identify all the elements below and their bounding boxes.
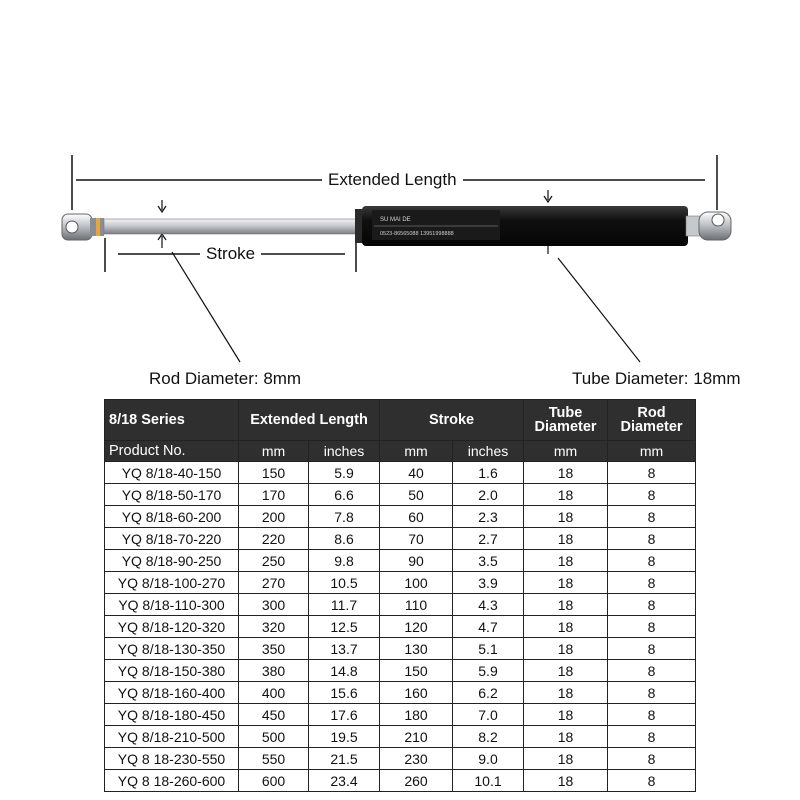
rod-diameter-cell: 8 — [608, 484, 696, 506]
table-header-row — [105, 400, 696, 441]
rod-diameter-callout: Rod Diameter: 8mm — [149, 369, 302, 388]
table-row — [105, 682, 696, 704]
rod-diameter-header-line1: Rod — [637, 404, 666, 421]
stroke-inches-cell: 10.1 — [453, 770, 524, 792]
stroke-inches-cell: 5.1 — [453, 638, 524, 660]
extended-mm-cell: 300 — [239, 594, 309, 616]
rod-diameter-header — [608, 400, 696, 441]
tube-diameter-header — [524, 400, 608, 441]
product-no-cell: YQ 8/18-150-380 — [105, 660, 239, 682]
product-no-cell: YQ 8/18-130-350 — [105, 638, 239, 660]
table-subheader-row — [105, 441, 696, 462]
stroke-header: Stroke — [380, 400, 524, 441]
ext-inches-header: inches — [309, 441, 380, 462]
product-no-header: Product No. — [105, 441, 239, 462]
product-no-cell: YQ 8/18-60-200 — [105, 506, 239, 528]
extended-inches-cell: 7.8 — [309, 506, 380, 528]
extended-length-header: Extended Length — [239, 400, 380, 441]
extended-mm-cell: 270 — [239, 572, 309, 594]
tube-print-line-1: SU MAI DE — [380, 217, 411, 223]
extended-mm-cell: 220 — [239, 528, 309, 550]
rod-diameter-top-arrow — [158, 200, 166, 212]
spec-table — [104, 399, 696, 792]
table-row — [105, 506, 696, 528]
stroke-inches-cell: 7.0 — [453, 704, 524, 726]
stroke-inches-cell: 3.9 — [453, 572, 524, 594]
tube-diameter-header-line2: Diameter — [534, 419, 597, 435]
extended-inches-cell: 5.9 — [309, 462, 380, 484]
rod-mm-header: mm — [608, 441, 696, 462]
extended-mm-cell: 250 — [239, 550, 309, 572]
extended-inches-cell: 12.5 — [309, 616, 380, 638]
series-header: 8/18 Series — [105, 400, 239, 441]
extended-mm-cell: 450 — [239, 704, 309, 726]
tube-diameter-cell: 18 — [524, 748, 608, 770]
rod-diameter-cell: 8 — [608, 572, 696, 594]
stroke-inches-cell: 1.6 — [453, 462, 524, 484]
extended-length-label: Extended Length — [322, 170, 463, 190]
tube-diameter-cell: 18 — [524, 528, 608, 550]
tube-diameter-cell: 18 — [524, 616, 608, 638]
extended-inches-cell: 6.6 — [309, 484, 380, 506]
tube-diameter-cell: 18 — [524, 506, 608, 528]
table-row — [105, 704, 696, 726]
tube-collar — [355, 209, 363, 243]
product-no-cell: YQ 8/18-110-300 — [105, 594, 239, 616]
stroke-mm-cell: 180 — [380, 704, 453, 726]
extended-inches-cell: 15.6 — [309, 682, 380, 704]
tube-diameter-callout: Tube Diameter: 18mm — [572, 369, 741, 388]
extended-mm-cell: 500 — [239, 726, 309, 748]
stroke-mm-cell: 110 — [380, 594, 453, 616]
product-no-cell: YQ 8/18-160-400 — [105, 682, 239, 704]
extended-inches-cell: 19.5 — [309, 726, 380, 748]
tube-diameter-cell: 18 — [524, 550, 608, 572]
stroke-inches-header: inches — [453, 441, 524, 462]
tube-label-print — [372, 210, 500, 240]
stroke-mm-cell: 60 — [380, 506, 453, 528]
rod-diameter-bottom-arrow — [158, 234, 166, 248]
tube-print-line-2: 0523-86565088 13951998888 — [380, 231, 454, 237]
extended-mm-cell: 200 — [239, 506, 309, 528]
stroke-inches-cell: 4.7 — [453, 616, 524, 638]
extended-mm-cell: 380 — [239, 660, 309, 682]
stroke-inches-cell: 4.3 — [453, 594, 524, 616]
table-row — [105, 770, 696, 792]
product-no-cell: YQ 8 18-260-600 — [105, 770, 239, 792]
piston-rod — [104, 219, 360, 234]
product-no-cell: YQ 8/18-50-170 — [105, 484, 239, 506]
extended-inches-cell: 23.4 — [309, 770, 380, 792]
stroke-inches-cell: 9.0 — [453, 748, 524, 770]
rod-diameter-cell: 8 — [608, 528, 696, 550]
stroke-inches-cell: 2.7 — [453, 528, 524, 550]
stroke-inches-cell: 6.2 — [453, 682, 524, 704]
product-no-cell: YQ 8 18-230-550 — [105, 748, 239, 770]
extended-mm-cell: 320 — [239, 616, 309, 638]
extended-inches-cell: 13.7 — [309, 638, 380, 660]
stroke-mm-cell: 230 — [380, 748, 453, 770]
product-no-cell: YQ 8/18-70-220 — [105, 528, 239, 550]
product-no-cell: YQ 8/18-180-450 — [105, 704, 239, 726]
tube-diameter-header-line1: Tube — [548, 404, 583, 421]
rod-diameter-cell: 8 — [608, 704, 696, 726]
rod-diameter-cell: 8 — [608, 770, 696, 792]
stroke-inches-cell: 3.5 — [453, 550, 524, 572]
table-row — [105, 616, 696, 638]
extended-inches-cell: 10.5 — [309, 572, 380, 594]
table-row — [105, 528, 696, 550]
stroke-mm-cell: 130 — [380, 638, 453, 660]
product-no-cell: YQ 8/18-100-270 — [105, 572, 239, 594]
tube-diameter-cell: 18 — [524, 594, 608, 616]
rod-diameter-cell: 8 — [608, 506, 696, 528]
table-row — [105, 594, 696, 616]
table-row — [105, 484, 696, 506]
extended-inches-cell: 14.8 — [309, 660, 380, 682]
extended-mm-cell: 150 — [239, 462, 309, 484]
stroke-inches-cell: 8.2 — [453, 726, 524, 748]
left-eyelet-fitting — [62, 214, 104, 240]
tube-diameter-cell: 18 — [524, 462, 608, 484]
table-row — [105, 660, 696, 682]
rod-diameter-cell: 8 — [608, 682, 696, 704]
rod-diameter-cell: 8 — [608, 616, 696, 638]
stroke-mm-cell: 40 — [380, 462, 453, 484]
table-row — [105, 462, 696, 484]
stroke-mm-cell: 90 — [380, 550, 453, 572]
tube-mm-header: mm — [524, 441, 608, 462]
table-row — [105, 726, 696, 748]
rod-diameter-cell: 8 — [608, 726, 696, 748]
spec-table-body — [105, 462, 696, 792]
extended-inches-cell: 9.8 — [309, 550, 380, 572]
tube-diameter-cell: 18 — [524, 638, 608, 660]
rod-diameter-cell: 8 — [608, 660, 696, 682]
extended-mm-cell: 600 — [239, 770, 309, 792]
tube-diameter-cell: 18 — [524, 572, 608, 594]
extended-inches-cell: 11.7 — [309, 594, 380, 616]
stroke-mm-cell: 260 — [380, 770, 453, 792]
table-row — [105, 572, 696, 594]
product-no-cell: YQ 8/18-90-250 — [105, 550, 239, 572]
extended-inches-cell: 17.6 — [309, 704, 380, 726]
right-eyelet-fitting — [686, 212, 731, 240]
extended-inches-cell: 21.5 — [309, 748, 380, 770]
table-row — [105, 638, 696, 660]
ext-mm-header: mm — [239, 441, 309, 462]
extended-mm-cell: 400 — [239, 682, 309, 704]
tube-callout-leader — [558, 258, 640, 362]
stroke-mm-cell: 210 — [380, 726, 453, 748]
tube-diameter-cell: 18 — [524, 484, 608, 506]
rod-diameter-cell: 8 — [608, 462, 696, 484]
rod-diameter-header-line2: Diameter — [620, 419, 683, 435]
tube-diameter-cell: 18 — [524, 770, 608, 792]
extended-mm-cell: 350 — [239, 638, 309, 660]
product-no-cell: YQ 8/18-210-500 — [105, 726, 239, 748]
rod-diameter-cell: 8 — [608, 594, 696, 616]
rod-diameter-cell: 8 — [608, 550, 696, 572]
stroke-mm-cell: 160 — [380, 682, 453, 704]
product-no-cell: YQ 8/18-120-320 — [105, 616, 239, 638]
rod-diameter-cell: 8 — [608, 748, 696, 770]
tube-diameter-cell: 18 — [524, 682, 608, 704]
stroke-mm-cell: 120 — [380, 616, 453, 638]
tube-diameter-top-arrow — [544, 190, 552, 202]
extended-inches-cell: 8.6 — [309, 528, 380, 550]
stroke-inches-cell: 2.0 — [453, 484, 524, 506]
table-row — [105, 748, 696, 770]
tube-diameter-cell: 18 — [524, 660, 608, 682]
stroke-mm-cell: 150 — [380, 660, 453, 682]
stroke-mm-cell: 100 — [380, 572, 453, 594]
table-row — [105, 550, 696, 572]
tube-diameter-cell: 18 — [524, 726, 608, 748]
stroke-mm-cell: 70 — [380, 528, 453, 550]
extended-mm-cell: 170 — [239, 484, 309, 506]
product-no-cell: YQ 8/18-40-150 — [105, 462, 239, 484]
stroke-inches-cell: 5.9 — [453, 660, 524, 682]
stroke-label: Stroke — [200, 244, 261, 264]
tube-diameter-cell: 18 — [524, 704, 608, 726]
extended-mm-cell: 550 — [239, 748, 309, 770]
rod-callout-leader — [172, 252, 240, 362]
stroke-mm-cell: 50 — [380, 484, 453, 506]
stroke-inches-cell: 2.3 — [453, 506, 524, 528]
rod-diameter-cell: 8 — [608, 638, 696, 660]
stroke-mm-header: mm — [380, 441, 453, 462]
